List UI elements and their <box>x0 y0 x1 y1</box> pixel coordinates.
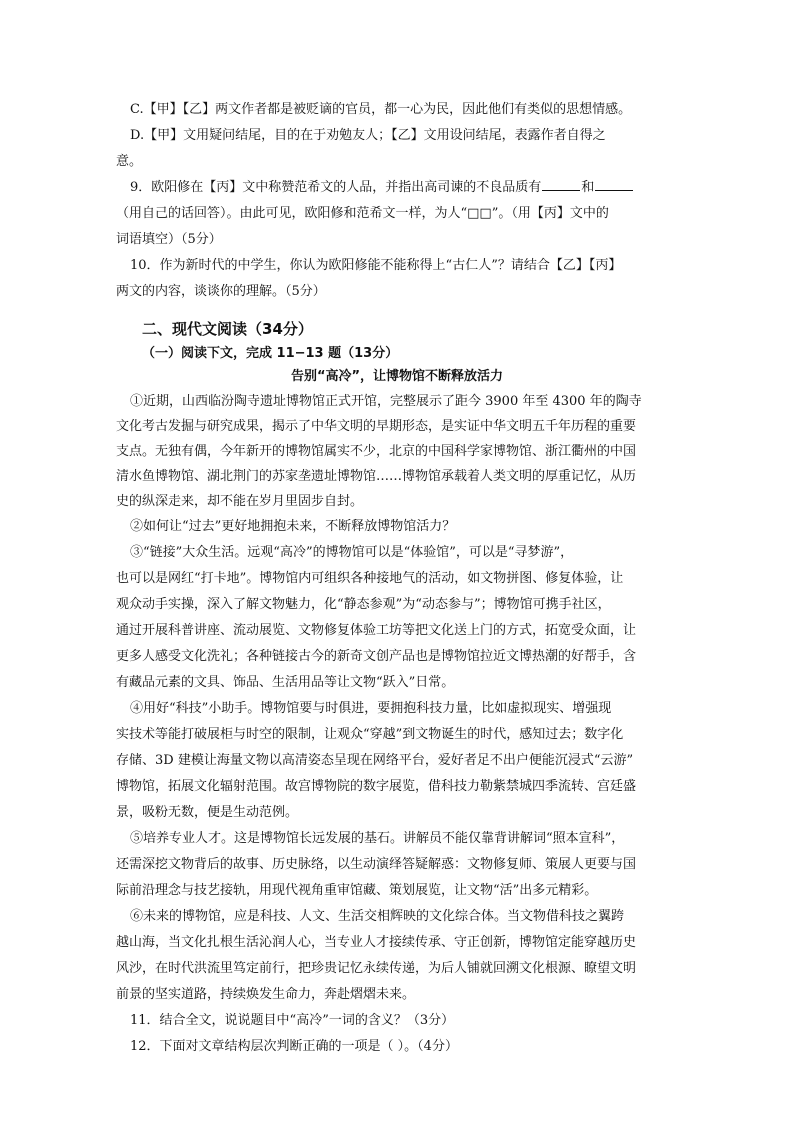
article-line: ③“链接”大众生活。远观“高冷”的博物馆可以是“体验馆”，可以是“寻梦游”， <box>130 545 574 560</box>
question-10-line1: 10．作为新时代的中学生，你认为欧阳修能不能称得上“古仁人”？请结合【乙】【丙】 <box>130 258 622 273</box>
question-12: 12．下面对文章结构层次判断正确的一项是（ ）。（4分） <box>130 1039 458 1054</box>
question-10-line2: 两文的内容，谈谈你的理解。（5分） <box>116 284 326 299</box>
article-line: 史的纵深走来，却不能在岁月里固步自封。 <box>116 494 364 509</box>
question-9-line1 <box>130 175 794 201</box>
section-heading: 二、现代文阅读（34分） <box>142 320 313 338</box>
question-9-text-b: 和 <box>581 180 595 195</box>
article-line: 存储、3D 建模让海量文物以高清姿态呈现在网络平台，爱好者足不出户便能沉浸式“云游” <box>116 753 634 768</box>
article-line: ①近期，山西临汾陶寺遗址博物馆正式开馆，完整展示了距今 3900 年至 4300 年的陶寺 <box>130 394 642 409</box>
article-line: 还需深挖文物背后的故事、历史脉络，以生动演绎答疑解惑：文物修复师、策展人更要与国 <box>116 857 637 872</box>
question-9-line3: 词语填空）（5分） <box>116 232 222 247</box>
article-line: 也可以是网红“打卡地”。博物馆内可组织各种接地气的活动，如文物拼图、修复体验，让 <box>116 571 624 586</box>
question-9-line2: （用自己的话回答）。由此可见，欧阳修和范希文一样，为人“□□”。（用【丙】文中的 <box>116 206 609 221</box>
article-line: 更多人感受文化洗礼；各种链接古今的新奇文创产品也是博物馆拉近文博热潮的好帮手，含 <box>116 649 637 664</box>
article-line: ②如何让“过去”更好地拥抱未来，不断释放博物馆活力？ <box>130 519 456 534</box>
article-line: ④用好“科技”小助手。博物馆要与时俱进，要拥抱科技力量，比如虚拟现实、增强现 <box>130 701 612 716</box>
article-line: 文化考古发掘与研究成果，揭示了中华文明的早期形态，是实证中华文明五千年历程的重要 <box>116 419 637 434</box>
article-line: 景，吸粉无数，便是生动范例。 <box>116 805 299 820</box>
article-line: 风沙，在时代洪流里笃定前行，把珍贵记忆永续传递，为后人铺就回溯文化根源、瞭望文明 <box>116 961 637 976</box>
article-line: ⑤培养专业人才。这是博物馆长远发展的基石。讲解员不能仅靠背讲解词“照本宣科”， <box>130 831 625 846</box>
article-line: 清水鱼博物馆、湖北荆门的苏家垄遗址博物馆……博物馆承载着人类文明的厚重记忆，从历 <box>116 469 637 484</box>
question-11: 11．结合全文，说说题目中“高冷”一词的含义？（3分） <box>130 1013 455 1028</box>
article-line: 越山海，当文化扎根生活沁润人心，当专业人才接续传承、守正创新，博物馆定能穿越历史 <box>116 935 637 950</box>
article-line: 通过开展科普讲座、流动展览、文物修复体验工坊等把文化送上门的方式，拓宽受众面，让 <box>116 623 637 638</box>
article-line: 观众动手实操，深入了解文物魅力，化“静态参观”为“动态参与”；博物馆可携手社区， <box>116 597 611 612</box>
option-c: C.【甲】【乙】两文作者都是被贬谪的官员，都一心为民，因此他们有类似的思想情感。 <box>130 102 632 117</box>
article-line: 博物馆，拓展文化辐射范围。故宫博物院的数字展览，借科技力勒紫禁城四季流转、宫廷盛 <box>116 779 637 794</box>
article-line: 有藏品元素的文具、饰品、生活用品等让文物“跃入”日常。 <box>116 675 455 690</box>
option-d-line1: D.【甲】文用疑问结尾，目的在于劝勉友人；【乙】文用设问结尾，表露作者自得之 <box>130 128 606 143</box>
article-title: 告别“高冷”，让博物馆不断释放活力 <box>290 369 504 384</box>
answer-blank-2[interactable] <box>595 176 633 191</box>
section-subheading: （一）阅读下文，完成 11−13 题（13分） <box>142 346 399 361</box>
option-d-line2: 意。 <box>116 154 143 169</box>
article-line: 际前沿理念与技艺接轨，用现代视角重审馆藏、策划展览，让文物“活”出多元精彩。 <box>116 883 598 898</box>
article-line: 前景的坚实道路，持续焕发生命力，奔赴熠熠未来。 <box>116 987 416 1002</box>
article-line: 实技术等能打破展柜与时空的限制，让观众“穿越”到文物诞生的时代，感知过去；数字化 <box>116 727 624 742</box>
article-line: 支点。无独有偶，今年新开的博物馆属实不少，北京的中国科学家博物馆、浙江衢州的中国 <box>116 444 637 459</box>
question-9-text-a: 9．欧阳修在【丙】文中称赞范希文的人品，并指出高司谏的不良品质有 <box>130 180 542 195</box>
answer-blank-1[interactable] <box>542 176 580 191</box>
article-line: ⑥未来的博物馆，应是科技、人文、生活交相辉映的文化综合体。当文物借科技之翼跨 <box>130 909 625 924</box>
